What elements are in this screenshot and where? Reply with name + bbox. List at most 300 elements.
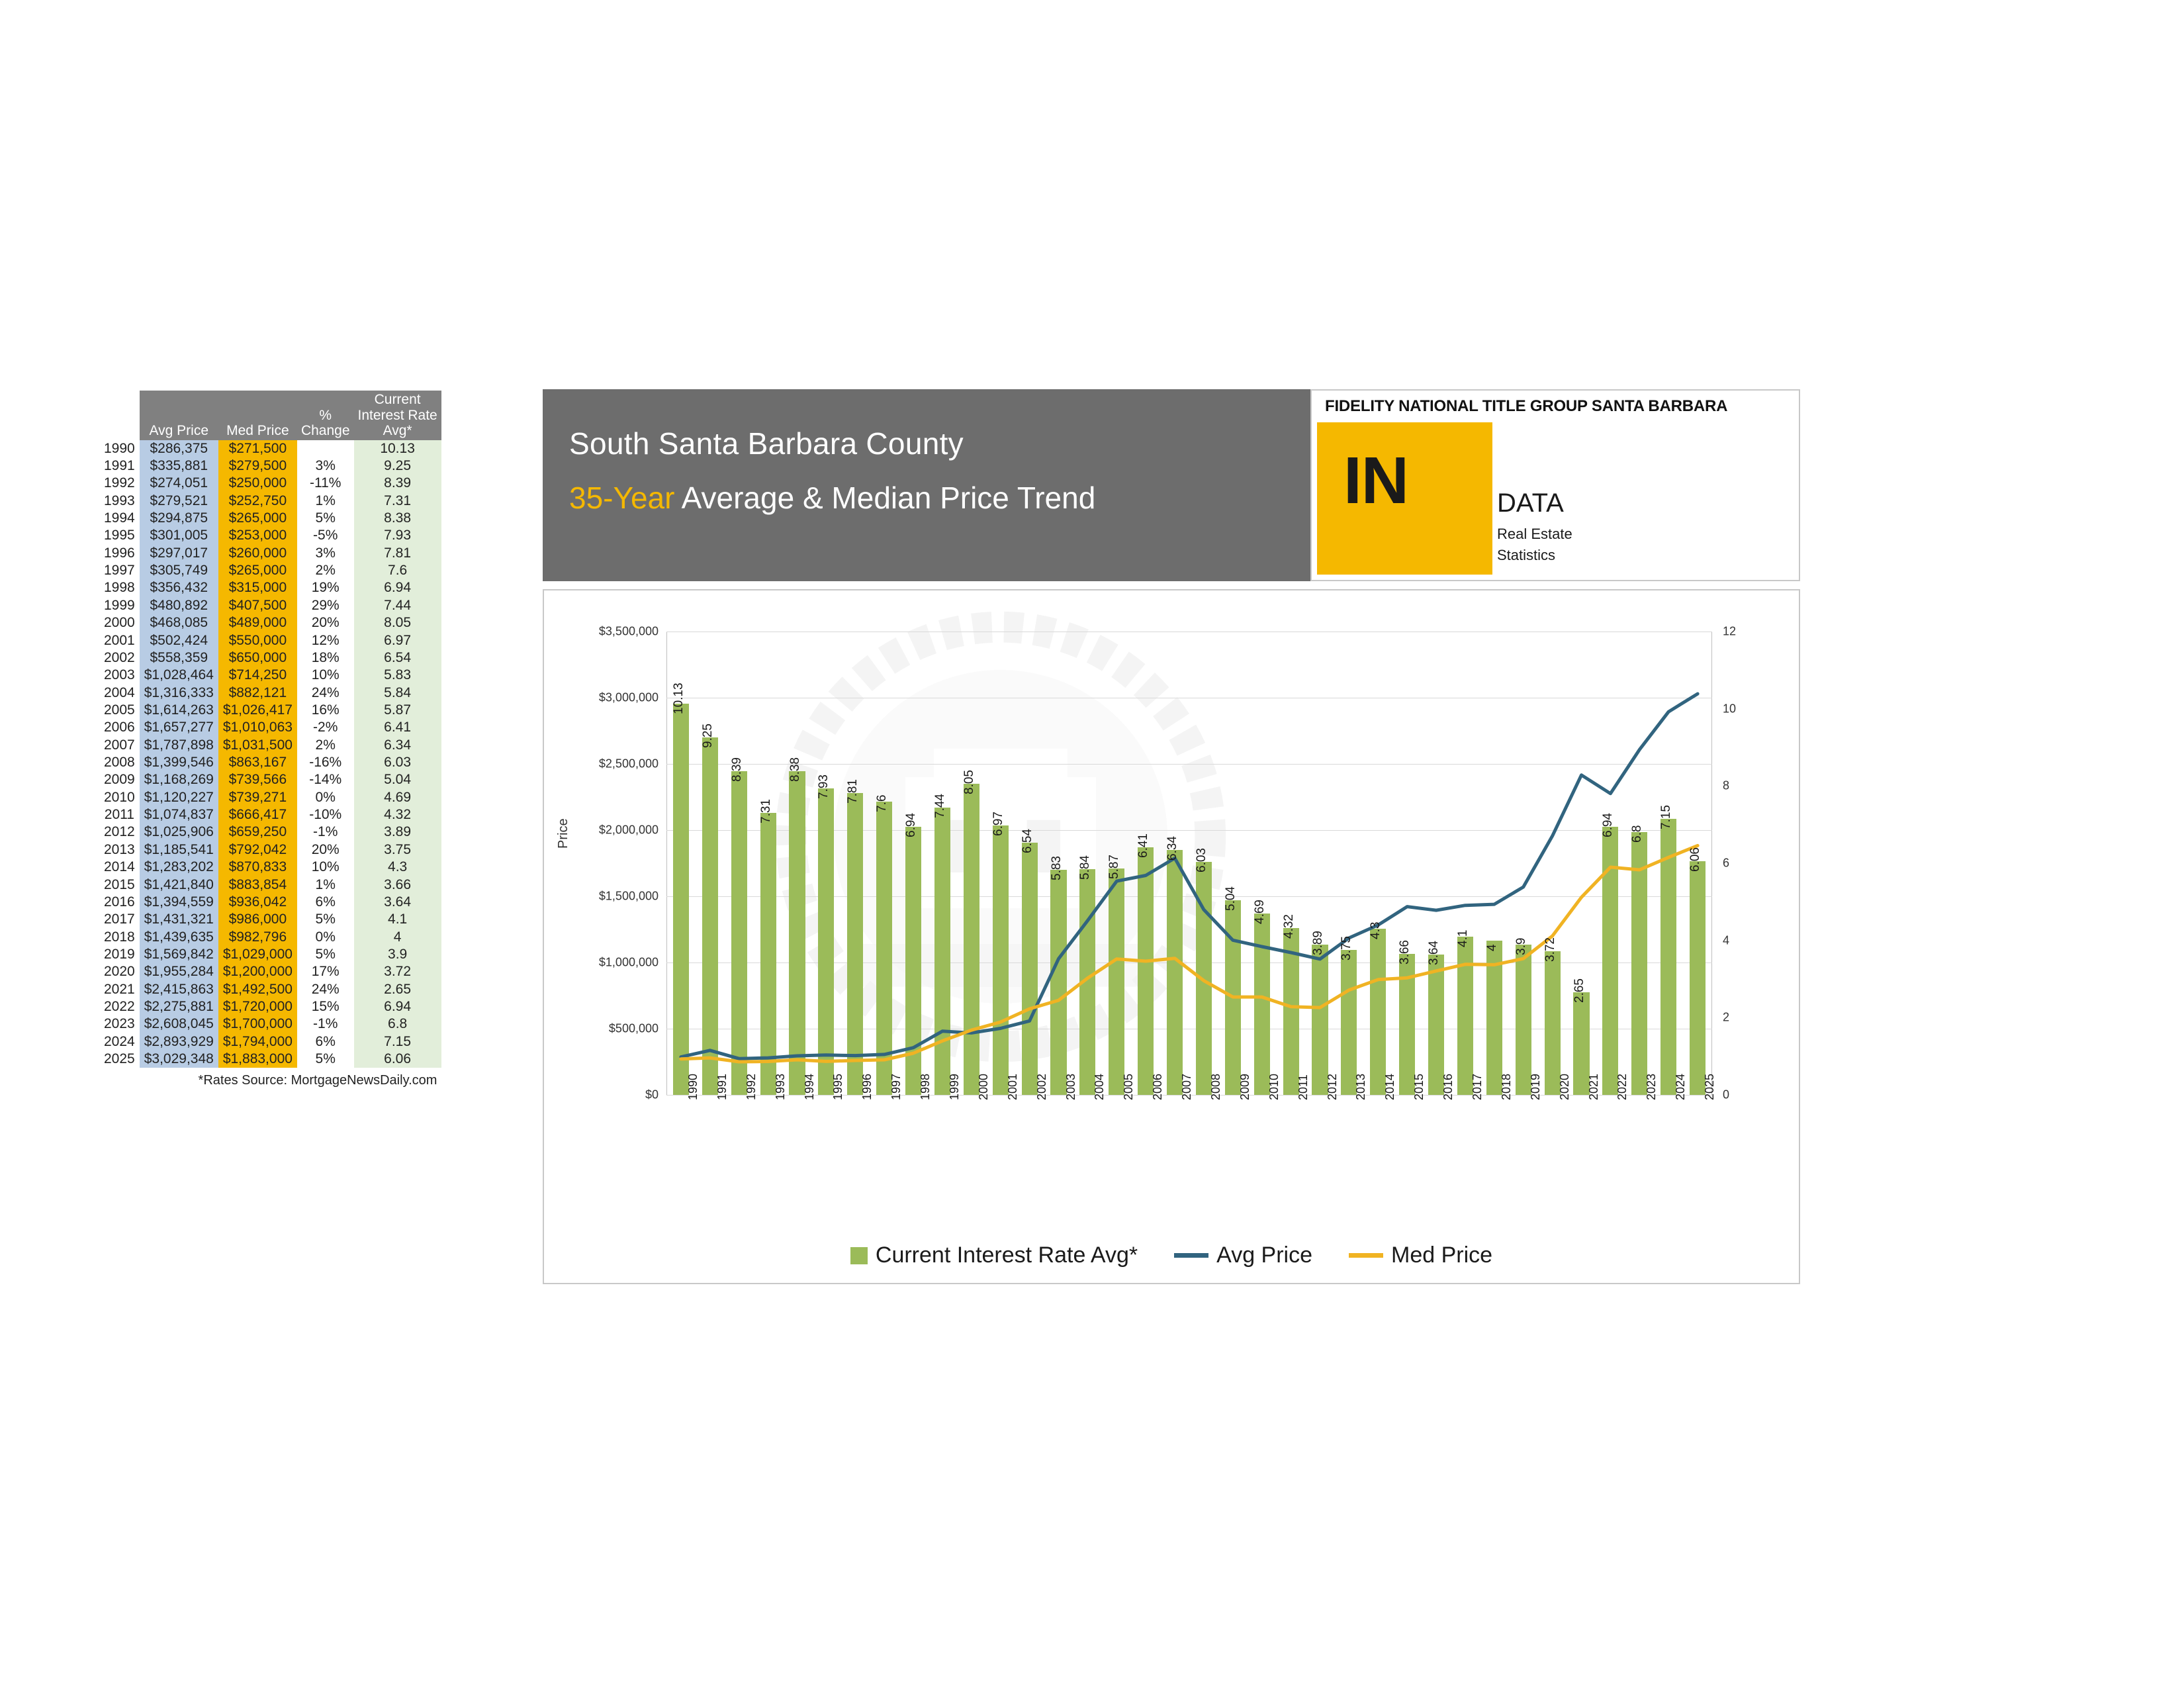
cell-med-price: $882,121 xyxy=(218,684,297,702)
cell-med-price: $550,000 xyxy=(218,632,297,649)
cell-year: 2006 xyxy=(99,719,140,736)
table-row xyxy=(99,911,441,928)
cell-interest-rate: 7.15 xyxy=(354,1033,441,1051)
x-tick-label: 2025 xyxy=(1703,1073,1717,1100)
cell-pct-change: -14% xyxy=(297,771,354,788)
cell-med-price: $1,700,000 xyxy=(218,1015,297,1033)
cell-year: 1994 xyxy=(99,510,140,527)
cell-avg-price: $1,614,263 xyxy=(140,702,218,719)
table-row xyxy=(99,579,441,596)
y-tick-label-left: $1,500,000 xyxy=(598,889,659,903)
cell-interest-rate: 8.39 xyxy=(354,475,441,492)
cell-year: 2007 xyxy=(99,737,140,754)
legend-item-med-price xyxy=(1349,1243,1492,1268)
cell-avg-price: $301,005 xyxy=(140,527,218,544)
col-header-pct-change xyxy=(297,391,354,440)
rates-source-note: *Rates Source: MortgageNewsDaily.com xyxy=(198,1073,437,1088)
x-tick-label: 2010 xyxy=(1267,1073,1281,1100)
x-tick-label: 2021 xyxy=(1586,1073,1600,1100)
x-tick-label: 1995 xyxy=(831,1073,845,1100)
cell-year: 2014 xyxy=(99,859,140,876)
cell-pct-change: 2% xyxy=(297,737,354,754)
cell-year: 2021 xyxy=(99,981,140,998)
cell-interest-rate: 9.25 xyxy=(354,457,441,475)
cell-med-price: $1,029,000 xyxy=(218,946,297,963)
cell-pct-change: 0% xyxy=(297,929,354,946)
bar-value-label: 6.34 xyxy=(1165,836,1180,861)
cell-year: 2019 xyxy=(99,946,140,963)
bar-value-label: 6.97 xyxy=(991,812,1005,837)
cell-med-price: $271,500 xyxy=(218,440,297,457)
cell-pct-change: 6% xyxy=(297,894,354,911)
cell-interest-rate: 6.94 xyxy=(354,579,441,596)
company-name: FIDELITY NATIONAL TITLE GROUP SANTA BARBARA xyxy=(1325,397,1728,415)
x-tick-label: 2018 xyxy=(1499,1073,1513,1100)
cell-interest-rate: 7.81 xyxy=(354,545,441,562)
cell-med-price: $1,492,500 xyxy=(218,981,297,998)
cell-interest-rate: 3.64 xyxy=(354,894,441,911)
y-tick-label-left: $3,000,000 xyxy=(598,690,659,704)
cell-med-price: $739,271 xyxy=(218,789,297,806)
cell-med-price: $252,750 xyxy=(218,492,297,510)
bar-value-label: 3.75 xyxy=(1340,936,1354,961)
page-subtitle xyxy=(569,480,1095,516)
legend-swatch-med-line-icon xyxy=(1349,1253,1383,1258)
avg-price-line xyxy=(681,694,1698,1058)
x-tick-label: 2022 xyxy=(1615,1073,1629,1100)
cell-year: 2002 xyxy=(99,649,140,667)
bar-value-label: 7.44 xyxy=(933,794,947,818)
y-tick-label-right: 2 xyxy=(1723,1010,1730,1024)
lines-layer xyxy=(666,632,1712,1095)
cell-year: 1998 xyxy=(99,579,140,596)
legend-label-interest-rate: Current Interest Rate Avg* xyxy=(875,1243,1138,1268)
x-tick-label: 2020 xyxy=(1557,1073,1571,1100)
col-header-pct-line2: Change xyxy=(300,423,350,439)
cell-year: 2009 xyxy=(99,771,140,788)
cell-avg-price: $1,025,906 xyxy=(140,823,218,841)
cell-pct-change: -11% xyxy=(297,475,354,492)
table-row xyxy=(99,510,441,527)
cell-interest-rate: 4.3 xyxy=(354,859,441,876)
x-tick-label: 1997 xyxy=(889,1073,903,1100)
table-row xyxy=(99,963,441,980)
cell-interest-rate: 4.69 xyxy=(354,789,441,806)
cell-avg-price: $1,421,840 xyxy=(140,876,218,894)
cell-pct-change: 3% xyxy=(297,457,354,475)
cell-avg-price: $335,881 xyxy=(140,457,218,475)
cell-pct-change: 1% xyxy=(297,876,354,894)
x-tick-label: 2014 xyxy=(1383,1073,1397,1100)
table-row xyxy=(99,475,441,492)
cell-year: 2024 xyxy=(99,1033,140,1051)
legend-swatch-avg-line-icon xyxy=(1174,1253,1208,1258)
cell-med-price: $1,883,000 xyxy=(218,1051,297,1068)
bar-value-label: 5.04 xyxy=(1223,886,1238,911)
cell-interest-rate: 3.66 xyxy=(354,876,441,894)
cell-year: 2022 xyxy=(99,998,140,1015)
price-table-head xyxy=(99,391,441,440)
cell-med-price: $936,042 xyxy=(218,894,297,911)
cell-avg-price: $297,017 xyxy=(140,545,218,562)
cell-med-price: $982,796 xyxy=(218,929,297,946)
bar-value-label: 3.72 xyxy=(1543,937,1557,962)
x-tick-label: 2012 xyxy=(1325,1073,1339,1100)
cell-avg-price: $1,569,842 xyxy=(140,946,218,963)
cell-year: 1993 xyxy=(99,492,140,510)
bar-value-label: 4.69 xyxy=(1252,900,1267,925)
cell-year: 1992 xyxy=(99,475,140,492)
cell-interest-rate: 6.06 xyxy=(354,1051,441,1068)
cell-pct-change: 16% xyxy=(297,702,354,719)
table-row xyxy=(99,841,441,859)
cell-pct-change: 5% xyxy=(297,1051,354,1068)
cell-med-price: $1,200,000 xyxy=(218,963,297,980)
x-tick-label: 2008 xyxy=(1208,1073,1222,1100)
cell-avg-price: $2,415,863 xyxy=(140,981,218,998)
cell-pct-change: -5% xyxy=(297,527,354,544)
x-tick-label: 1998 xyxy=(919,1073,933,1100)
cell-med-price: $792,042 xyxy=(218,841,297,859)
table-row xyxy=(99,929,441,946)
chart-legend xyxy=(544,1243,1799,1268)
table-row xyxy=(99,527,441,544)
cell-avg-price: $1,028,464 xyxy=(140,667,218,684)
cell-pct-change: 1% xyxy=(297,492,354,510)
col-header-pct-line1: % xyxy=(319,407,332,423)
cell-med-price: $666,417 xyxy=(218,806,297,823)
col-header-year xyxy=(99,391,140,440)
y-tick-label-right: 6 xyxy=(1723,856,1730,870)
x-tick-label: 2011 xyxy=(1296,1074,1310,1100)
logo-data-word: DATA xyxy=(1497,489,1564,518)
bar-value-label: 8.38 xyxy=(788,757,802,782)
cell-interest-rate: 7.6 xyxy=(354,562,441,579)
table-row xyxy=(99,702,441,719)
bar-value-label: 8.05 xyxy=(962,770,976,795)
cell-avg-price: $356,432 xyxy=(140,579,218,596)
y-tick-label-left: $2,500,000 xyxy=(598,757,659,771)
cell-interest-rate: 10.13 xyxy=(354,440,441,457)
cell-avg-price: $1,787,898 xyxy=(140,737,218,754)
cell-avg-price: $1,185,541 xyxy=(140,841,218,859)
cell-med-price: $253,000 xyxy=(218,527,297,544)
table-row xyxy=(99,1015,441,1033)
table-row xyxy=(99,562,441,579)
y-tick-label-right: 8 xyxy=(1723,778,1730,792)
bar-value-label: 3.64 xyxy=(1427,940,1441,965)
bar-value-label: 6.94 xyxy=(1601,813,1615,838)
col-header-rate-line1: Current xyxy=(374,392,421,407)
cell-med-price: $250,000 xyxy=(218,475,297,492)
cell-pct-change: 6% xyxy=(297,1033,354,1051)
logo-subtitle-line2: Statistics xyxy=(1497,547,1556,563)
cell-year: 2012 xyxy=(99,823,140,841)
table-row xyxy=(99,457,441,475)
cell-avg-price: $274,051 xyxy=(140,475,218,492)
bar-value-label: 6.94 xyxy=(904,813,919,838)
bar-value-label: 7.93 xyxy=(817,774,831,800)
table-row xyxy=(99,789,441,806)
bar-value-label: 6.06 xyxy=(1688,847,1703,872)
y-tick-label-right: 0 xyxy=(1723,1088,1730,1102)
bar-value-label: 9.25 xyxy=(700,724,715,749)
cell-med-price: $1,794,000 xyxy=(218,1033,297,1051)
cell-avg-price: $480,892 xyxy=(140,597,218,614)
cell-med-price: $714,250 xyxy=(218,667,297,684)
x-tick-label: 2000 xyxy=(976,1073,990,1100)
table-row xyxy=(99,684,441,702)
cell-year: 2005 xyxy=(99,702,140,719)
cell-interest-rate: 6.34 xyxy=(354,737,441,754)
page-subtitle-highlight: 35-Year xyxy=(569,481,675,515)
chart-plot-area xyxy=(598,624,1737,1102)
table-row xyxy=(99,649,441,667)
cell-interest-rate: 3.75 xyxy=(354,841,441,859)
bar-value-label: 4.3 xyxy=(1369,921,1383,940)
cell-pct-change: -10% xyxy=(297,806,354,823)
cell-year: 2011 xyxy=(99,806,140,823)
bar-value-label: 3.66 xyxy=(1398,939,1412,964)
cell-pct-change: 20% xyxy=(297,841,354,859)
cell-avg-price: $502,424 xyxy=(140,632,218,649)
table-row xyxy=(99,632,441,649)
x-tick-label: 2017 xyxy=(1470,1073,1484,1100)
table-row xyxy=(99,876,441,894)
cell-year: 1995 xyxy=(99,527,140,544)
cell-avg-price: $1,120,227 xyxy=(140,789,218,806)
cell-pct-change: 10% xyxy=(297,859,354,876)
cell-avg-price: $3,029,348 xyxy=(140,1051,218,1068)
cell-pct-change: 12% xyxy=(297,632,354,649)
cell-med-price: $1,720,000 xyxy=(218,998,297,1015)
page-subtitle-rest: Average & Median Price Trend xyxy=(674,481,1096,515)
x-tick-label: 1993 xyxy=(773,1073,787,1100)
cell-med-price: $1,031,500 xyxy=(218,737,297,754)
table-row xyxy=(99,492,441,510)
legend-swatch-bar-icon xyxy=(850,1247,868,1264)
col-header-interest-rate xyxy=(354,391,441,440)
price-table-container xyxy=(99,391,523,1088)
legend-item-avg-price xyxy=(1174,1243,1312,1268)
x-tick-label: 1990 xyxy=(686,1073,700,1100)
cell-interest-rate: 6.41 xyxy=(354,719,441,736)
cell-year: 2023 xyxy=(99,1015,140,1033)
col-header-rate-line3: Avg* xyxy=(383,423,412,439)
cell-pct-change: 19% xyxy=(297,579,354,596)
cell-interest-rate: 5.83 xyxy=(354,667,441,684)
cell-interest-rate: 7.31 xyxy=(354,492,441,510)
bar-value-label: 7.15 xyxy=(1659,804,1674,829)
cell-pct-change: -1% xyxy=(297,823,354,841)
cell-med-price: $260,000 xyxy=(218,545,297,562)
cell-year: 2018 xyxy=(99,929,140,946)
cell-year: 2001 xyxy=(99,632,140,649)
cell-med-price: $489,000 xyxy=(218,614,297,632)
bar-value-label: 2.65 xyxy=(1572,978,1586,1004)
cell-pct-change: 3% xyxy=(297,545,354,562)
x-tick-label: 2013 xyxy=(1354,1073,1368,1100)
col-header-rate-line2: Interest Rate xyxy=(357,407,437,423)
cell-year: 2000 xyxy=(99,614,140,632)
table-row xyxy=(99,998,441,1015)
cell-avg-price: $1,657,277 xyxy=(140,719,218,736)
cell-med-price: $279,500 xyxy=(218,457,297,475)
cell-avg-price: $294,875 xyxy=(140,510,218,527)
x-tick-label: 2019 xyxy=(1528,1073,1542,1100)
bar-value-label: 7.81 xyxy=(846,779,860,804)
x-tick-label: 2016 xyxy=(1441,1073,1455,1100)
cell-pct-change: 24% xyxy=(297,981,354,998)
table-row xyxy=(99,545,441,562)
y-tick-label-left: $500,000 xyxy=(608,1021,659,1035)
cell-interest-rate: 5.84 xyxy=(354,684,441,702)
cell-interest-rate: 6.8 xyxy=(354,1015,441,1033)
x-tick-label: 2015 xyxy=(1412,1073,1426,1100)
legend-label-med-price: Med Price xyxy=(1391,1243,1493,1268)
y-tick-label-right: 4 xyxy=(1723,933,1730,947)
logo-subtitle-line1: Real Estate xyxy=(1497,526,1572,542)
cell-year: 1991 xyxy=(99,457,140,475)
cell-avg-price: $2,893,929 xyxy=(140,1033,218,1051)
cell-pct-change: -2% xyxy=(297,719,354,736)
y-axis-title: Price xyxy=(556,818,570,849)
cell-pct-change: 24% xyxy=(297,684,354,702)
cell-interest-rate: 6.54 xyxy=(354,649,441,667)
table-row xyxy=(99,981,441,998)
table-row xyxy=(99,440,441,457)
cell-interest-rate: 7.44 xyxy=(354,597,441,614)
cell-interest-rate: 4.1 xyxy=(354,911,441,928)
cell-interest-rate: 6.97 xyxy=(354,632,441,649)
cell-pct-change: 5% xyxy=(297,510,354,527)
x-tick-label: 2023 xyxy=(1645,1073,1659,1100)
page-title: South Santa Barbara County xyxy=(569,426,964,461)
cell-avg-price: $1,168,269 xyxy=(140,771,218,788)
table-row xyxy=(99,771,441,788)
bar-value-label: 3.89 xyxy=(1310,931,1325,956)
cell-pct-change xyxy=(297,440,354,457)
price-table-body xyxy=(99,440,441,1068)
x-tick-label: 1994 xyxy=(802,1073,816,1100)
cell-year: 2016 xyxy=(99,894,140,911)
price-table-header-row xyxy=(99,391,441,440)
x-tick-label: 1992 xyxy=(744,1073,758,1100)
cell-med-price: $659,250 xyxy=(218,823,297,841)
cell-pct-change: 0% xyxy=(297,789,354,806)
cell-avg-price: $2,275,881 xyxy=(140,998,218,1015)
cell-pct-change: 20% xyxy=(297,614,354,632)
cell-med-price: $407,500 xyxy=(218,597,297,614)
cell-avg-price: $1,394,559 xyxy=(140,894,218,911)
cell-year: 2008 xyxy=(99,754,140,771)
cell-avg-price: $1,283,202 xyxy=(140,859,218,876)
brand-logo-box xyxy=(1310,389,1800,581)
cell-interest-rate: 3.72 xyxy=(354,963,441,980)
cell-avg-price: $1,074,837 xyxy=(140,806,218,823)
cell-year: 1999 xyxy=(99,597,140,614)
cell-med-price: $1,010,063 xyxy=(218,719,297,736)
cell-pct-change: 29% xyxy=(297,597,354,614)
cell-med-price: $863,167 xyxy=(218,754,297,771)
cell-pct-change: 15% xyxy=(297,998,354,1015)
cell-pct-change: -16% xyxy=(297,754,354,771)
x-tick-label: 2005 xyxy=(1122,1073,1136,1100)
table-row xyxy=(99,719,441,736)
table-row xyxy=(99,597,441,614)
cell-year: 1996 xyxy=(99,545,140,562)
cell-pct-change: 5% xyxy=(297,946,354,963)
x-tick-label: 2001 xyxy=(1005,1073,1019,1100)
table-row xyxy=(99,737,441,754)
logo-in-mark: IN xyxy=(1343,444,1408,518)
cell-interest-rate: 2.65 xyxy=(354,981,441,998)
cell-interest-rate: 8.38 xyxy=(354,510,441,527)
cell-med-price: $265,000 xyxy=(218,510,297,527)
cell-year: 2010 xyxy=(99,789,140,806)
y-tick-label-right: 10 xyxy=(1723,702,1737,716)
cell-year: 2025 xyxy=(99,1051,140,1068)
cell-interest-rate: 8.05 xyxy=(354,614,441,632)
cell-med-price: $883,854 xyxy=(218,876,297,894)
cell-interest-rate: 7.93 xyxy=(354,527,441,544)
x-tick-label: 2024 xyxy=(1674,1073,1688,1100)
x-tick-label: 2003 xyxy=(1064,1073,1077,1100)
cell-med-price: $265,000 xyxy=(218,562,297,579)
y-tick-label-left: $3,500,000 xyxy=(598,624,659,638)
cell-avg-price: $1,431,321 xyxy=(140,911,218,928)
cell-pct-change: -1% xyxy=(297,1015,354,1033)
cell-interest-rate: 4.32 xyxy=(354,806,441,823)
y-tick-label-left: $0 xyxy=(645,1088,659,1102)
cell-avg-price: $305,749 xyxy=(140,562,218,579)
cell-year: 2015 xyxy=(99,876,140,894)
cell-year: 2017 xyxy=(99,911,140,928)
cell-year: 2013 xyxy=(99,841,140,859)
x-tick-label: 2002 xyxy=(1034,1073,1048,1100)
bar-value-label: 10.13 xyxy=(671,682,686,715)
x-tick-label: 1999 xyxy=(947,1073,961,1100)
cell-avg-price: $1,439,635 xyxy=(140,929,218,946)
cell-interest-rate: 3.9 xyxy=(354,946,441,963)
cell-med-price: $986,000 xyxy=(218,911,297,928)
bar-value-label: 4.1 xyxy=(1455,929,1470,947)
cell-avg-price: $1,399,546 xyxy=(140,754,218,771)
y-tick-label-left: $2,000,000 xyxy=(598,823,659,837)
cell-med-price: $315,000 xyxy=(218,579,297,596)
x-tick-label: 2009 xyxy=(1238,1073,1251,1100)
col-header-avg-price: Avg Price xyxy=(140,391,218,440)
cell-interest-rate: 6.03 xyxy=(354,754,441,771)
bar-value-label: 5.84 xyxy=(1078,855,1093,880)
x-tick-label: 2006 xyxy=(1151,1073,1165,1100)
x-tick-label: 1991 xyxy=(715,1073,729,1100)
cell-year: 1990 xyxy=(99,440,140,457)
cell-pct-change: 5% xyxy=(297,911,354,928)
cell-interest-rate: 3.89 xyxy=(354,823,441,841)
bar-value-label: 7.6 xyxy=(875,794,889,812)
bar-value-label: 4 xyxy=(1484,944,1499,951)
y-tick-label-left: $1,000,000 xyxy=(598,955,659,969)
x-tick-label: 1996 xyxy=(860,1073,874,1100)
cell-avg-price: $558,359 xyxy=(140,649,218,667)
cell-pct-change: 10% xyxy=(297,667,354,684)
x-tick-label: 2004 xyxy=(1093,1073,1107,1100)
table-row xyxy=(99,894,441,911)
chart-panel xyxy=(543,589,1800,1284)
y-tick-label-right: 12 xyxy=(1723,624,1737,638)
cell-interest-rate: 4 xyxy=(354,929,441,946)
